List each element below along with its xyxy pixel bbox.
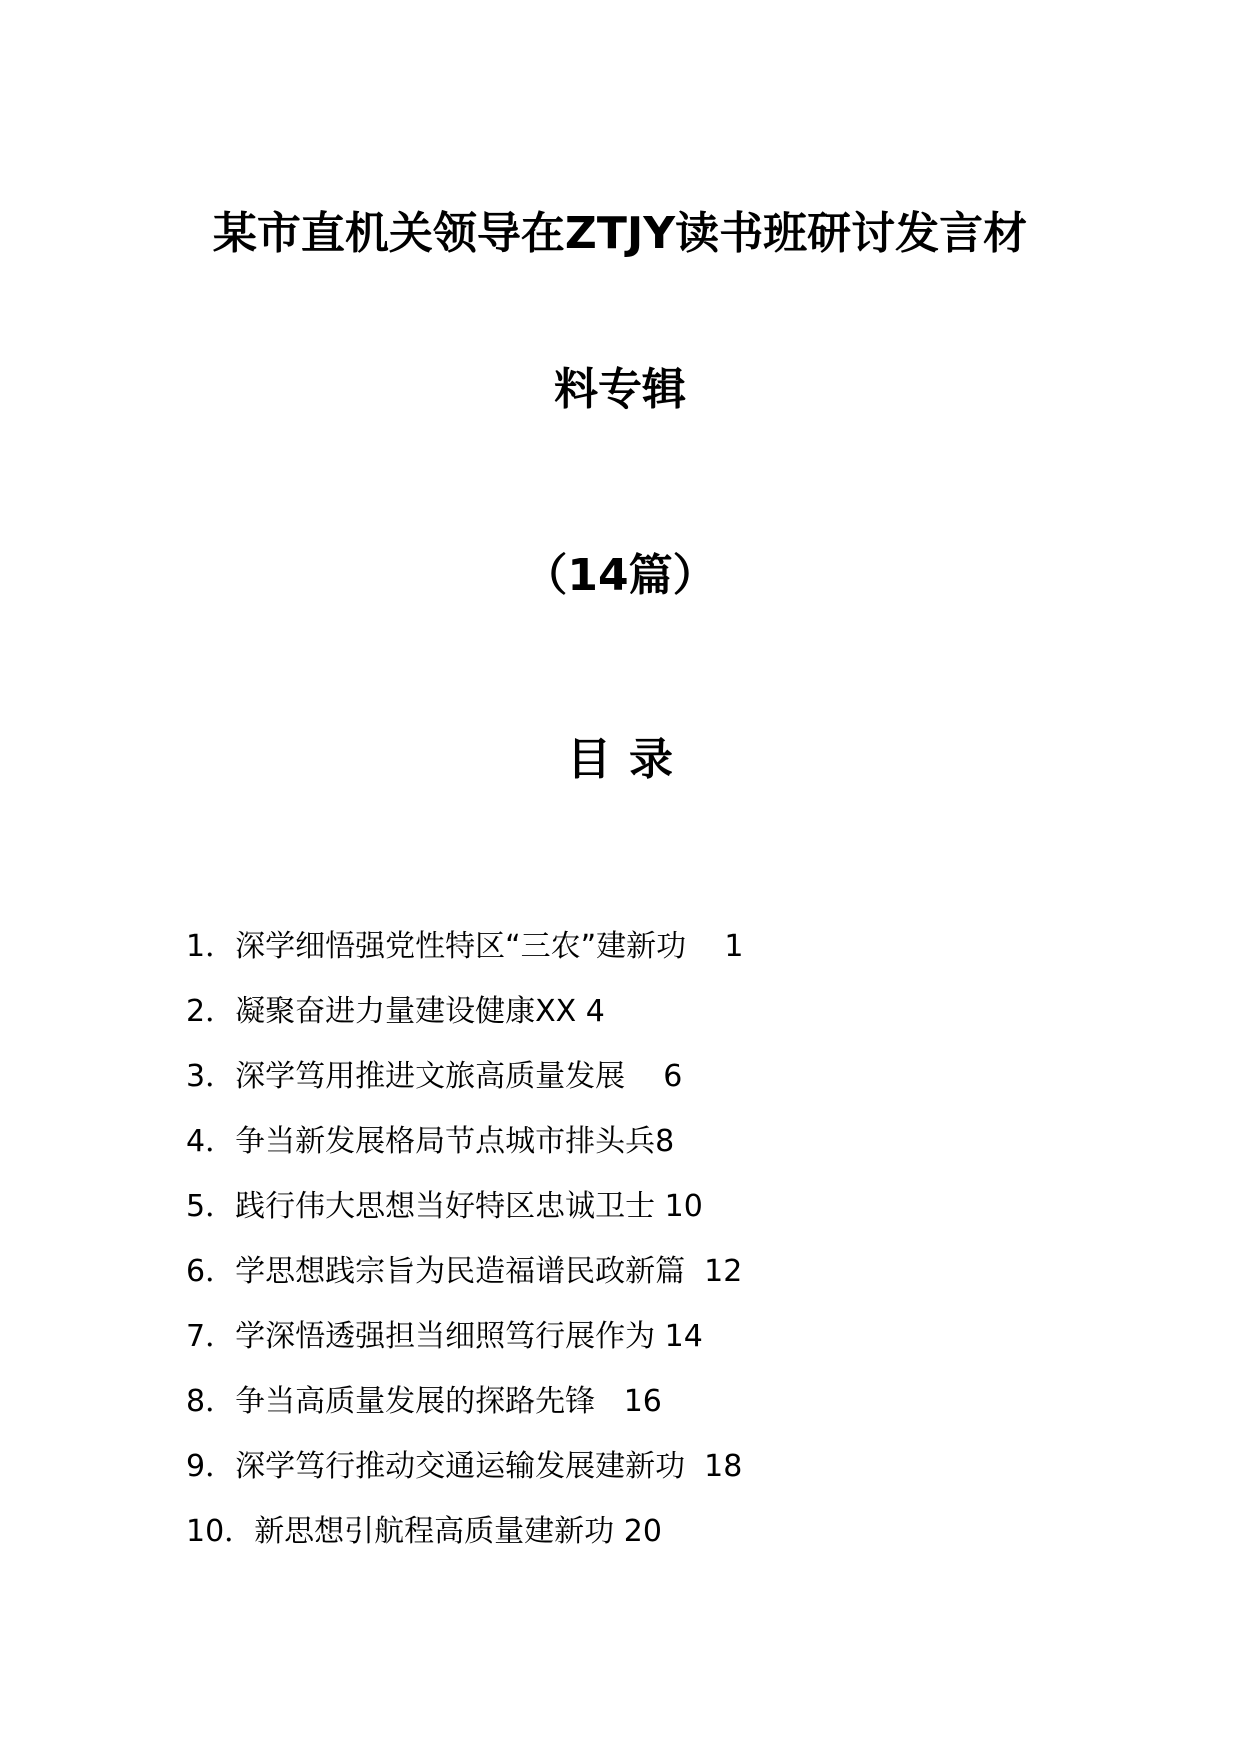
toc-item-title: 学思想践宗旨为民造福谱民政新篇 (235, 1254, 686, 1289)
toc-item-gap (625, 1059, 663, 1094)
toc-item-1[interactable] (186, 914, 1086, 979)
toc-item-10[interactable] (186, 1499, 1086, 1564)
table-of-contents (186, 914, 1086, 1564)
toc-item-gap (655, 1319, 665, 1354)
toc-item-page: 14 (664, 1319, 703, 1354)
toc-item-3[interactable] (186, 1044, 1086, 1109)
toc-item-gap (685, 1449, 704, 1484)
toc-item-title: 学深悟透强担当细照笃行展作为 (235, 1319, 656, 1354)
toc-item-page: 18 (704, 1449, 743, 1484)
toc-item-gap (595, 1384, 624, 1419)
toc-item-page: 1 (724, 929, 744, 964)
toc-item-page: 4 (585, 994, 605, 1029)
toc-item-title: 凝聚奋进力量建设健康XX (235, 994, 577, 1029)
toc-item-number: 1． (186, 929, 236, 964)
toc-item-gap (655, 1189, 665, 1224)
toc-item-7[interactable] (186, 1304, 1086, 1369)
toc-item-title: 争当高质量发展的探路先锋 (235, 1384, 596, 1419)
toc-heading: 目录 (567, 734, 691, 785)
document-title-line-2: 料专辑 (554, 364, 686, 415)
toc-item-title: 深学笃行推动交通运输发展建新功 (235, 1449, 686, 1484)
toc-item-number: 7． (186, 1319, 236, 1354)
toc-item-title: 践行伟大思想当好特区忠诚卫士 (235, 1189, 656, 1224)
document-title-line-1: 某市直机关领导在ZTJY读书班研讨发言材 (212, 208, 1028, 259)
toc-item-gap (576, 994, 586, 1029)
toc-item-4[interactable] (186, 1109, 1086, 1174)
toc-item-number: 2． (186, 994, 236, 1029)
toc-item-page: 16 (623, 1384, 662, 1419)
toc-item-8[interactable] (186, 1369, 1086, 1434)
toc-item-number: 4． (186, 1124, 236, 1159)
toc-item-number: 9． (186, 1449, 236, 1484)
toc-item-page: 6 (663, 1059, 683, 1094)
toc-item-page: 20 (623, 1514, 662, 1549)
article-count: （14篇） (523, 550, 717, 601)
toc-item-number: 5． (186, 1189, 236, 1224)
toc-item-gap (686, 929, 724, 964)
toc-item-title: 深学细悟强党性特区“三农”建新功 (235, 929, 687, 964)
toc-item-title: 争当新发展格局节点城市排头兵 (235, 1124, 656, 1159)
toc-item-number: 6． (186, 1254, 236, 1289)
toc-item-title: 新思想引航程高质量建新功 (254, 1514, 615, 1549)
toc-item-number: 8． (186, 1384, 236, 1419)
toc-item-number: 10． (186, 1514, 255, 1549)
toc-item-gap (614, 1514, 624, 1549)
toc-item-6[interactable] (186, 1239, 1086, 1304)
toc-item-page: 8 (655, 1124, 675, 1159)
toc-item-page: 12 (704, 1254, 743, 1289)
toc-item-9[interactable] (186, 1434, 1086, 1499)
toc-item-page: 10 (664, 1189, 703, 1224)
toc-item-number: 3． (186, 1059, 236, 1094)
toc-item-2[interactable] (186, 979, 1086, 1044)
toc-item-gap (685, 1254, 704, 1289)
toc-item-5[interactable] (186, 1174, 1086, 1239)
toc-item-title: 深学笃用推进文旅高质量发展 (235, 1059, 626, 1094)
